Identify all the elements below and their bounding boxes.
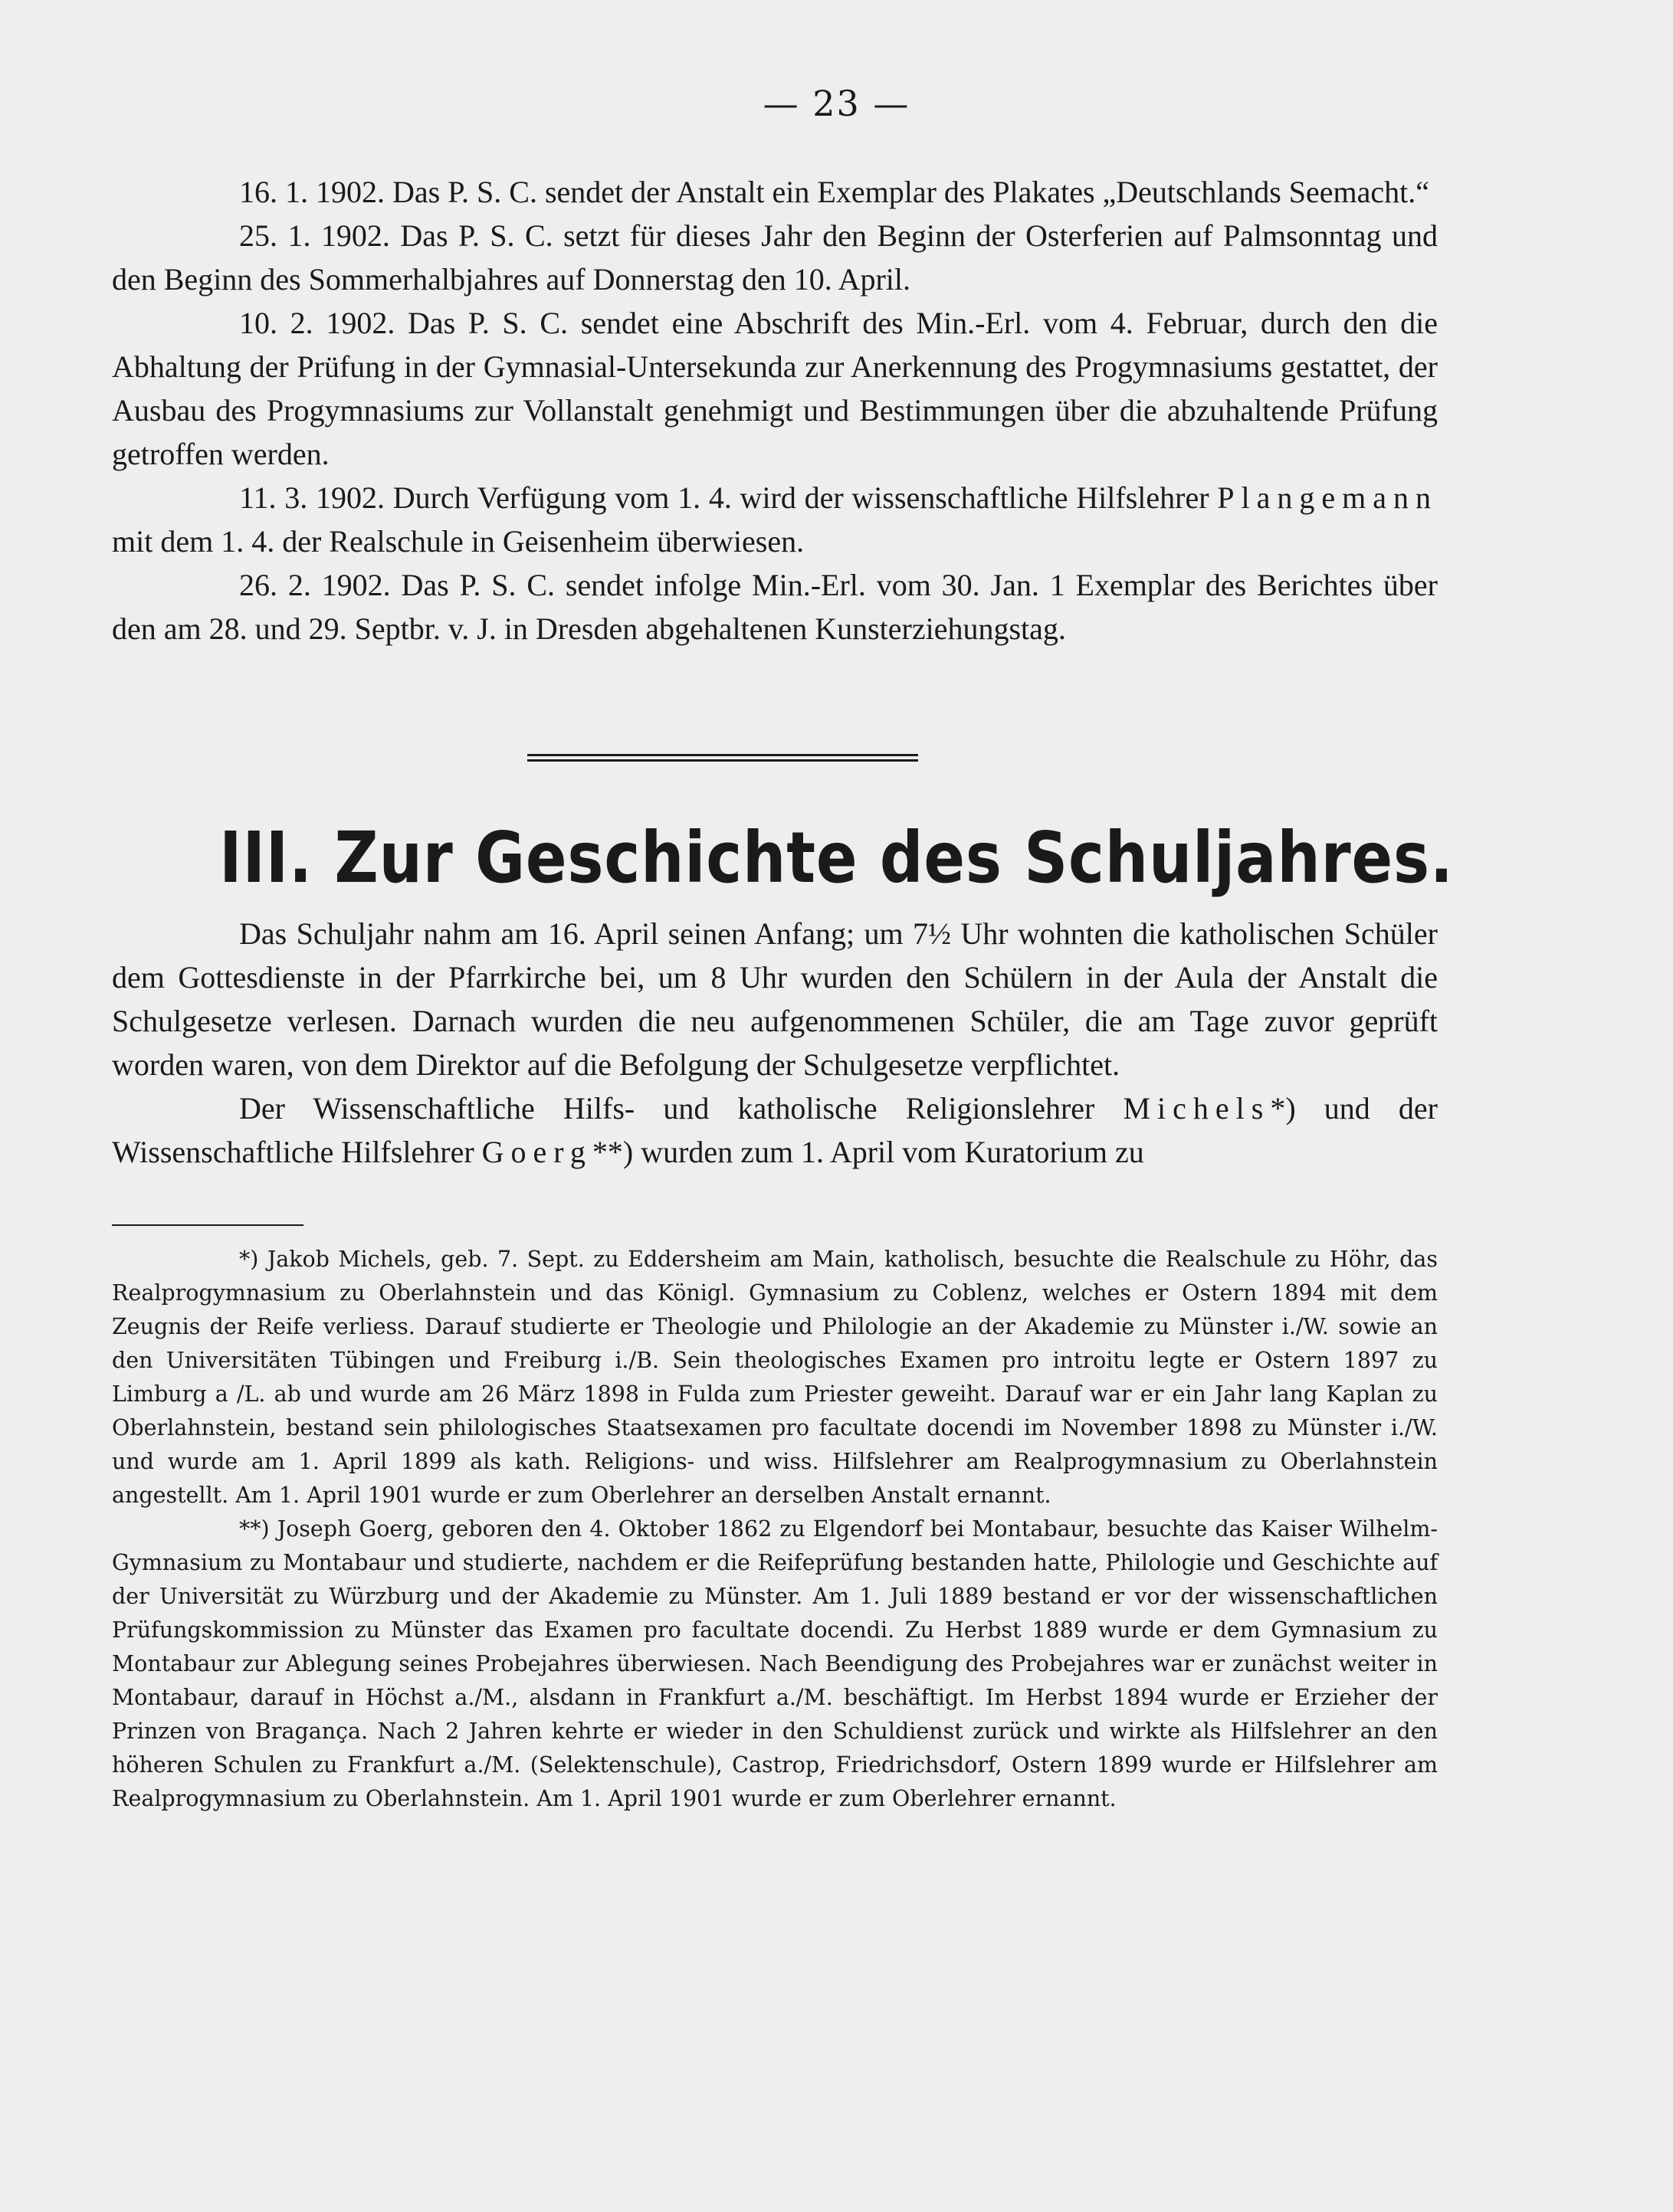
section-body [112,912,1438,1174]
entry-text: mit dem 1. 4. der Realschule in Geisenheim überwiesen. [112,524,805,559]
body-text: **) wurden zum 1. April vom Kuratorium zu [592,1135,1144,1169]
entry-text: 11. 3. 1902. Durch Verfügung vom 1. 4. wird der wissenschaftliche Hilfslehrer [239,480,1218,515]
section-divider [527,754,918,762]
chronicle-entry: 26. 2. 1902. Das P. S. C. sendet infolge Min.-Erl. vom 30. Jan. 1 Exemplar des Berichtes über den am 28. und 29. Septbr. v. J. in Dresden abgehaltenen Kunsterziehungstag. [112,568,1438,646]
footnote-rule [112,1224,303,1226]
chronicle-entry: 10. 2. 1902. Das P. S. C. sendet eine Abschrift des Min.-Erl. vom 4. Februar, durch den die Abhaltung der Prüfung in der Gymnasial-Untersekunda zur Anerkennung des Progymnasiums gestattet, der Ausbau des Progymnasiums zur Vollanstalt genehmigt und Bestimmungen über die abzuhaltende Prüfung getroffen werden. [112,306,1438,471]
spaced-name: Goerg [481,1135,592,1169]
chronicle-entry: 16. 1. 1902. Das P. S. C. sendet der Anstalt ein Exemplar des Plakates „Deutschlands Seemacht.“ [239,175,1430,209]
body-paragraph: Das Schuljahr nahm am 16. April seinen Anfang; um 7½ Uhr wohnten die katholischen Schüler dem Gottesdienste in der Pfarrkirche bei, um 8 Uhr wurden den Schülern in der Aula der Anstalt die Schulgesetze verlesen. Darnach wurden die neu aufgenommenen Schüler, die am Tage zuvor geprüft worden waren, von dem Direktor auf die Befolgung der Schulgesetze verpflichtet. [112,916,1438,1082]
page-number: — 23 — [763,83,910,124]
spaced-name: Plangemann [1217,480,1438,515]
chronicle-entry [112,476,1438,563]
footnote: **) Joseph Goerg, geboren den 4. Oktober 1862 zu Elgendorf bei Montabaur, besuchte das Kaiser Wilhelm-Gymnasium zu Montabaur und studierte, nachdem er die Reifeprüfung bestanden hatte, Philologie und Geschichte auf der Universität zu Würzburg und der Akademie zu Münster. Am 1. Juli 1889 bestand er vor der wissenschaftlichen Prüfungskommission zu Münster das Examen pro facultate docendi. Zu Herbst 1889 wurde er dem Gymnasium zu Montabaur zur Ablegung seines Probejahres überwiesen. Nach Beendigung des Probejahres war er zunächst weiter in Montabaur, darauf in Höchst a./M., alsdann in Frankfurt a./M. beschäftigt. Im Herbst 1894 wurde er Erzieher der Prinzen von Bragança. Nach 2 Jahren kehrte er wieder in den Schuldienst zurück und wirkte als Hilfslehrer an den höheren Schulen zu Frankfurt a./M. (Selektenschule), Castrop, Friedrichsdorf, Ostern 1899 wurde er Hilfslehrer am Realprogymnasium zu Oberlahnstein. Am 1. April 1901 wurde er zum Oberlehrer ernannt. [112,1516,1438,1811]
section-heading: III. Zur Geschichte des Schuljahres. [219,817,1454,899]
body-paragraph [112,1086,1438,1174]
chronicle-entries [112,170,1438,650]
spaced-name: Michels [1123,1091,1271,1126]
body-text: Der Wissenschaftliche Hilfs- und katholische Religionslehrer [239,1091,1124,1126]
chronicle-entry: 25. 1. 1902. Das P. S. C. setzt für dieses Jahr den Beginn der Osterferien auf Palmsonntag und den Beginn des Sommerhalbjahres auf Donnerstag den 10. April. [112,218,1438,297]
footnote: *) Jakob Michels, geb. 7. Sept. zu Eddersheim am Main, katholisch, besuchte die Realschule zu Höhr, das Realprogymnasium zu Oberlahnstein und das Königl. Gymnasium zu Coblenz, welches er Ostern 1894 mit dem Zeugnis der Reife verliess. Darauf studierte er Theologie und Philologie an der Akademie zu Münster i./W. sowie an den Universitäten Tübingen und Freiburg i./B. Sein theologisches Examen pro introitu legte er Ostern 1897 zu Limburg a /L. ab und wurde am 26 März 1898 in Fulda zum Priester geweiht. Darauf war er ein Jahr lang Kaplan zu Oberlahnstein, bestand sein philologisches Staatsexamen pro facultate docendi im November 1898 zu Münster i./W. und wurde am 1. April 1899 als kath. Religions- und wiss. Hilfslehrer am Realprogymnasium zu Oberlahnstein angestellt. Am 1. April 1901 wurde er zum Oberlehrer an derselben Anstalt ernannt. [112,1247,1438,1508]
body-text: *) und der Wissenschaftliche Hilfslehrer [112,1091,1438,1169]
footnotes [112,1243,1438,1816]
